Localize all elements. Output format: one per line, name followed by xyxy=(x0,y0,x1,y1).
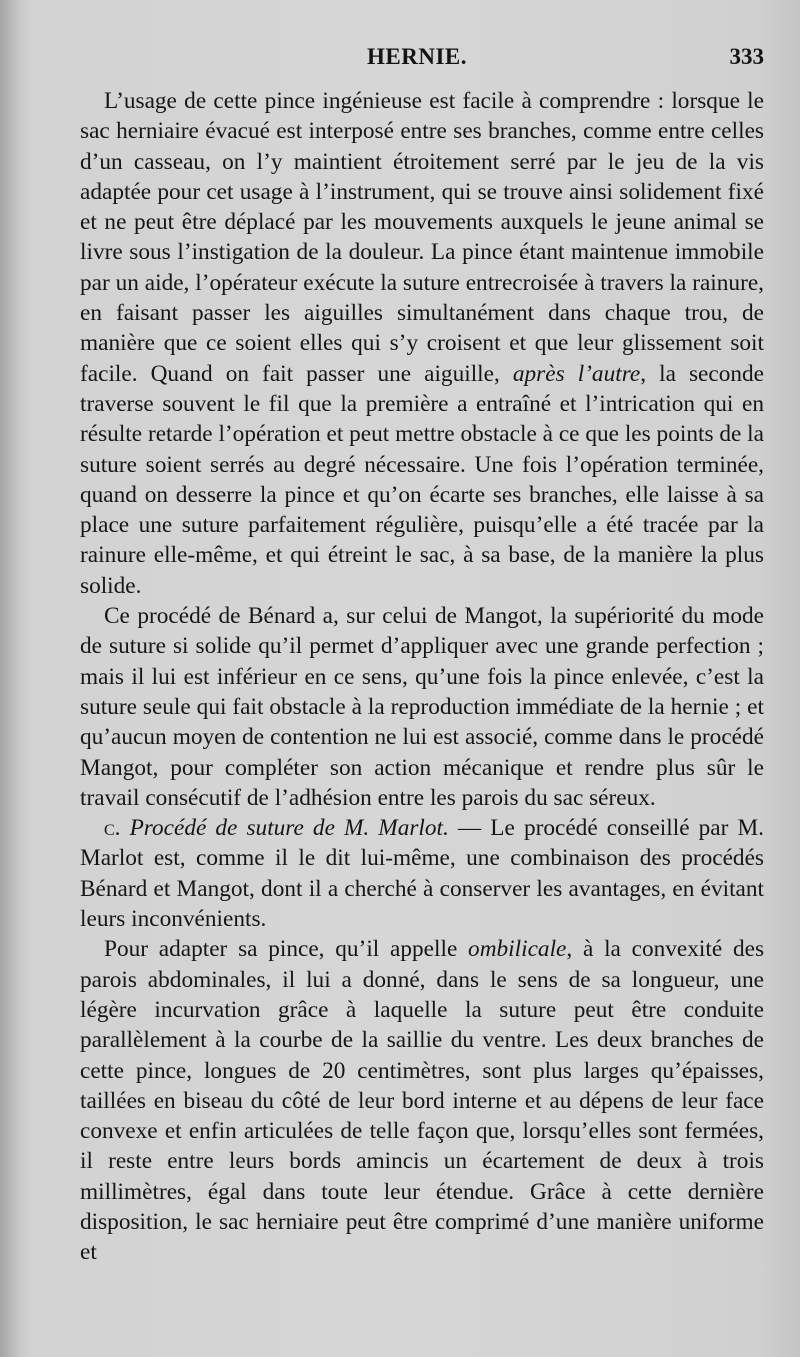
paragraph-4-text: , à la convexité des parois abdominales, il lui a donné, dans le sens de sa longueur, une légère incurvation grâce à laquelle la suture peut être conduite parallèlement à la courbe de la saillie du ventre. Les deux branches de cette pince, longues de 20 centimètres, sont plus larges qu’épaisses, taillées en biseau du côté de leur bord interne et au dépens de leur face convexe et enfin articulées de telle façon que, lorsqu’elles sont fermées, il reste entre leurs bords amincis un écartement de deux à trois millimètres, égal dans toute leur étendue. Grâce à cette dernière disposition, le sac herniaire peut être comprimé d’une manière uniforme et xyxy=(80,936,765,1266)
paragraph-4-start: Pour adapter sa pince, qu’il appelle xyxy=(104,936,469,963)
section-mark: c. xyxy=(104,815,121,842)
paragraph-3 xyxy=(80,813,764,934)
body-text xyxy=(80,86,764,1268)
page-number: 333 xyxy=(729,44,764,69)
paragraph-1 xyxy=(80,86,764,601)
paragraph-1-emphasis: après l’autre xyxy=(512,360,641,387)
running-head xyxy=(0,44,800,76)
paragraph-4-emphasis: ombilicale xyxy=(468,936,567,963)
running-title: HERNIE. xyxy=(367,44,467,69)
paragraph-2-text: Ce procédé de Bénard a, sur celui de Mangot, la supériorité du mode de suture si solide qu’il permet d’appliquer avec une grande perfection ; mais il lui est inférieur en ce sens, qu’une fois la pince enlevée, c’est la suture seule qui fait obstacle à la reproduction immédiate de la hernie ; et qu’aucun moyen de contention ne lui est associé, comme dans le procédé Mangot, pour compléter son action mécanique et rendre plus sûr le travail consécutif de l’adhésion entre les parois du sac séreux. xyxy=(80,603,764,811)
paragraph-1-continued: , la seconde traverse souvent le fil que la première a entraîné et l’intrication qui en résulte retarde l’opération et peut mettre obstacle à ce que les points de la suture soient serrés au degré nécessaire. Une fois l’opération terminée, quand on desserre la pince et qu’on écarte ses branches, elle laisse à sa place une suture parfaitement régulière, puisqu’elle a été tracée par la rainure elle-même, et qui étreint le sac, à sa base, de la manière la plus solide. xyxy=(80,360,764,599)
page-edge-shadow xyxy=(0,0,20,1357)
paragraph-4 xyxy=(80,934,764,1267)
section-heading: Procédé de suture de M. Marlot. xyxy=(129,815,449,842)
paragraph-1-text: L’usage de cette pince ingénieuse est facile à comprendre : lorsque le sac herniaire évacué est interposé entre ses branches, comme entre celles d’un casseau, on l’y maintient étroitement serré par le jeu de la vis adaptée pour cet usage à l’instrument, qui se trouve ainsi solidement fixé et ne peut être déplacé par les mouvements auxquels le jeune animal se livre sous l’instigation de la douleur. La pince étant maintenue immobile par un aide, l’opérateur exécute la suture entrecroisée à travers la rainure, en faisant passer les aiguilles simultanément dans chaque trou, de manière que ce soient elles qui s’y croisent et que leur glissement soit facile. Quand on fait passer une aiguille, xyxy=(80,88,764,387)
paragraph-3-text: — Le procédé conseillé par M. Marlot est, comme il le dit lui-même, une combinaison des procédés Bénard et Mangot, dont il a cherché à conserver les avantages, en évitant leurs inconvénients. xyxy=(80,815,764,933)
paragraph-2 xyxy=(80,601,764,813)
